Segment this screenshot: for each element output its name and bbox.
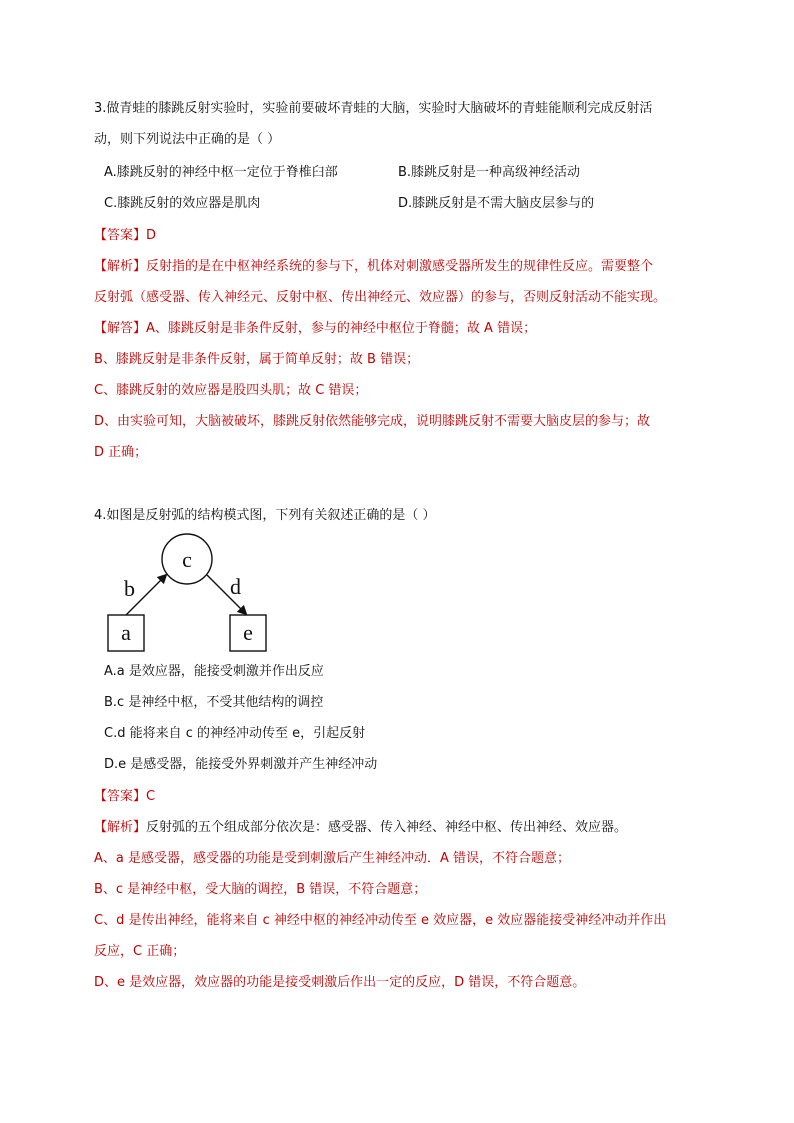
- q3-solution-line5: D 正确；: [94, 445, 148, 460]
- q3-option-a: A.膝跳反射的神经中枢一定位于脊椎臼部: [104, 165, 338, 180]
- q3-analysis-line2: 反射弧（感受器、传入神经元、反射中枢、传出神经元、效应器）的参与，否则反射活动不能实现。: [94, 290, 667, 305]
- q3-option-b: B.膝跳反射是一种高级神经活动: [398, 165, 581, 180]
- q4-analysis-d: D、e 是效应器，效应器的功能是接受刺激后作出一定的反应，D 错误，不符合题意。: [94, 975, 586, 990]
- node-c-label: c: [182, 547, 192, 572]
- node-b-label: b: [124, 576, 135, 601]
- q3-analysis-line1: [94, 258, 653, 276]
- analysis-text: 反射指的是在中枢神经系统的参与下，机体对刺激感受器所发生的规律性反应。需要整个: [146, 259, 654, 274]
- q3-solution-line1: [94, 320, 536, 338]
- q4-option-b: B.c 是神经中枢，不受其他结构的调控: [104, 695, 324, 710]
- node-a-label: a: [121, 620, 131, 645]
- q4-answer: [94, 788, 155, 806]
- q4-stem: 4.如图是反射弧的结构模式图，下列有关叙述正确的是（ ）: [94, 508, 436, 523]
- q4-option-c: C.d 能将来自 c 的神经冲动传至 e，引起反射: [104, 726, 366, 741]
- q4-analysis-c2: 反应，C 正确；: [94, 944, 186, 959]
- analysis-text: 反射弧的五个组成部分依次是：感受器、传入神经、神经中枢、传出神经、效应器。: [146, 820, 628, 835]
- solution-tag: 【解答】: [94, 321, 147, 336]
- q3-solution-line4: D、由实验可知，大脑被破坏，膝跳反射依然能够完成，说明膝跳反射不需要大脑皮层的参与；故: [94, 414, 651, 429]
- q3-stem-line2: 动，则下列说法中正确的是（ ）: [94, 132, 281, 147]
- q4-option-d: D.e 是感受器，能接受外界刺激并产生神经冲动: [104, 757, 378, 772]
- answer-value: C: [146, 789, 156, 804]
- q3-solution-line2: B、膝跳反射是非条件反射，属于简单反射；故 B 错误；: [94, 352, 420, 367]
- q3-solution-line3: C、膝跳反射的效应器是股四头肌；故 C 错误；: [94, 383, 368, 398]
- q3-option-d: D.膝跳反射是不需大脑皮层参与的: [398, 196, 595, 211]
- q3-option-c: C.膝跳反射的效应器是肌肉: [104, 196, 261, 211]
- node-e-label: e: [243, 620, 253, 645]
- q3-stem-line1: 3.做青蛙的膝跳反射实验时，实验前要破坏青蛙的大脑，实验时大脑破坏的青蛙能顺利完成反射活: [94, 101, 653, 116]
- answer-tag: 【答案】: [94, 789, 147, 804]
- analysis-tag: 【解析】: [94, 820, 147, 835]
- node-d-label: d: [230, 574, 241, 599]
- q4-analysis-b: B、c 是神经中枢，受大脑的调控，B 错误，不符合题意；: [94, 882, 427, 897]
- answer-tag: 【答案】: [94, 228, 147, 243]
- q4-analysis-a: A、a 是感受器，感受器的功能是受到刺激后产生神经冲动．A 错误，不符合题意；: [94, 851, 571, 866]
- q3-answer: [94, 227, 156, 245]
- q4-option-a: A.a 是效应器，能接受刺激并作出反应: [104, 664, 324, 679]
- solution-text: A、膝跳反射是非条件反射，参与的神经中枢位于脊髓；故 A 错误；: [146, 321, 537, 336]
- answer-value: D: [146, 228, 157, 243]
- reflex-arc-diagram: [100, 532, 280, 662]
- analysis-tag: 【解析】: [94, 259, 147, 274]
- q4-analysis-line1: [94, 819, 627, 837]
- q4-analysis-c1: C、d 是传出神经，能将来自 c 神经中枢的神经冲动传至 e 效应器，e 效应器能接受神经冲动并作出: [94, 913, 667, 928]
